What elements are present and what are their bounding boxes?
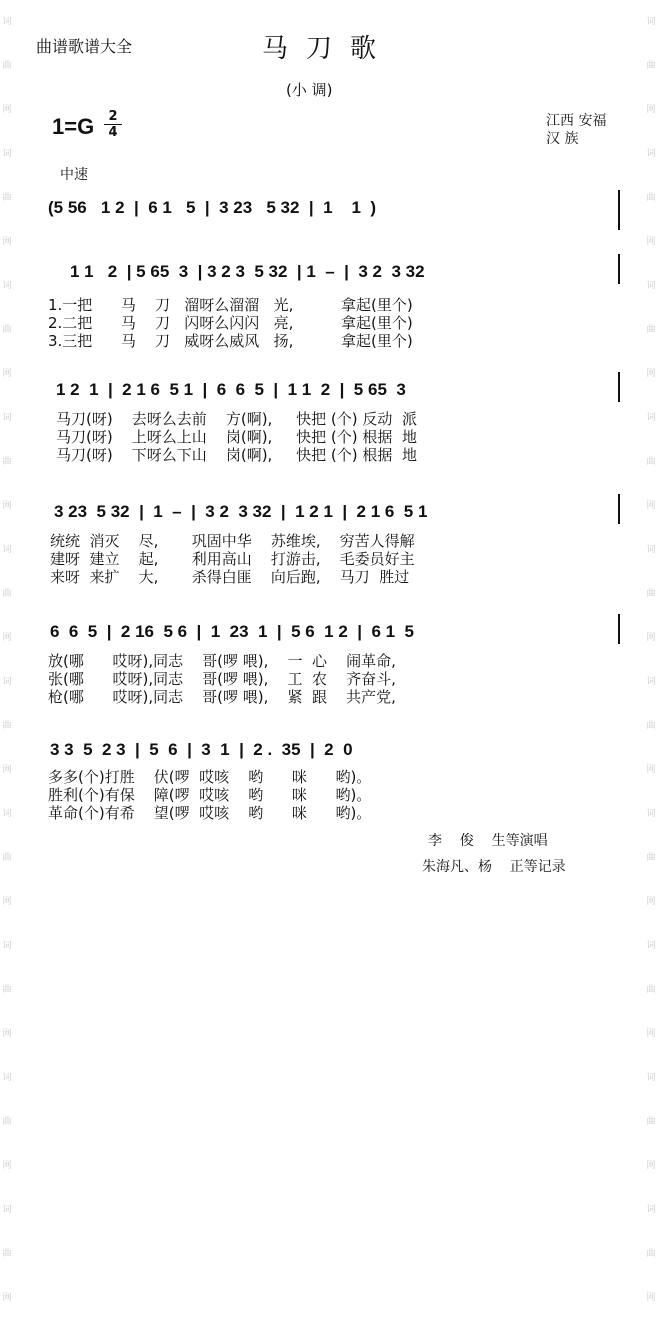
system-2-lyric-2: 马刀(呀) 上呀么上山 岗(啊), 快把 (个) 根据 地: [56, 428, 417, 446]
origin-region: 江西 安福: [546, 113, 607, 129]
system-4-lyric-2: 张(哪 哎呀),同志 哥(啰 喂), 工 农 齐奋斗,: [48, 670, 396, 688]
site-label: 曲谱歌谱大全: [36, 37, 133, 56]
system-4-lyric-1: 放(哪 哎呀),同志 哥(啰 喂), 一 心 闹革命,: [48, 652, 396, 670]
origin: [546, 112, 606, 148]
intro-notes: (5 56 1 2 | 6 1 5 | 3 23 5 32 | 1 1 ): [48, 198, 377, 217]
system-5-lyric-3: 革命(个)有希 望(啰 哎咳 哟 咪 哟)。: [48, 804, 372, 822]
barline: [618, 254, 620, 284]
tempo-marking: 中速: [60, 167, 88, 183]
system-1-lyric-3: 3.三把 马 刀 威呀么威风 扬, 拿起(里个): [48, 332, 413, 350]
system-2-lyric-3: 马刀(呀) 下呀么下山 岗(啊), 快把 (个) 根据 地: [56, 446, 417, 464]
time-signature: [104, 110, 122, 139]
system-2-lyric-1: 马刀(呀) 去呀么去前 方(啊), 快把 (个) 反动 派: [56, 410, 417, 428]
time-sig-bottom: 4: [108, 125, 118, 140]
system-4-notes: 6 6 5 | 2 16 5 6 | 1 23 1 | 5 6 1 2 | 6 1 5: [50, 622, 414, 641]
song-subtitle: (小 调): [286, 81, 333, 99]
recorders-credit: 朱海凡、杨 正等记录: [422, 859, 566, 875]
system-3-notes: 3 23 5 32 | 1 – | 3 2 3 32 | 1 2 1 | 2 1 6 5 1: [54, 502, 428, 521]
barline: [618, 494, 620, 524]
singers-credit: 李 俊 生等演唱: [428, 833, 548, 849]
system-5-notes: 3 3 5 2 3 | 5 6 | 3 1 | 2 . 35 | 2 0: [50, 740, 353, 759]
watermark-right: 词曲网词曲网词曲网词曲网词曲网词曲网词曲网词曲网词曲网词曲网: [646, 17, 656, 1303]
system-1-lyric-2: 2.二把 马 刀 闪呀么闪闪 亮, 拿起(里个): [48, 314, 413, 332]
system-5-lyric-2: 胜利(个)有保 障(啰 哎咳 哟 咪 哟)。: [48, 786, 372, 804]
system-1-notes: 1 1 2 | 5 65 3 | 3 2 3 5 32 | 1 – | 3 2 3 32: [70, 262, 425, 281]
key-signature: 1=G: [52, 114, 95, 139]
barline: [618, 190, 620, 230]
origin-ethnicity: 汉 族: [546, 131, 579, 147]
system-4-lyric-3: 枪(哪 哎呀),同志 哥(啰 喂), 紧 跟 共产党,: [48, 688, 396, 706]
system-3-lyric-1: 统统 消灭 尽, 巩固中华 苏维埃, 穷苦人得解: [50, 532, 415, 550]
system-3-lyric-2: 建呀 建立 起, 利用高山 打游击, 毛委员好主: [50, 550, 415, 568]
barline: [618, 614, 620, 644]
barline: [618, 372, 620, 402]
system-2-notes: 1 2 1 | 2 1 6 5 1 | 6 6 5 | 1 1 2 | 5 65 3: [56, 380, 406, 399]
watermark-left: 词曲网词曲网词曲网词曲网词曲网词曲网词曲网词曲网词曲网词曲网: [2, 17, 12, 1303]
system-3-lyric-3: 来呀 来扩 大, 杀得白匪 向后跑, 马刀 胜过: [50, 568, 410, 586]
system-1-lyric-1: 1.一把 马 刀 溜呀么溜溜 光, 拿起(里个): [48, 296, 413, 314]
system-5-lyric-1: 多多(个)打胜 伏(啰 哎咳 哟 咪 哟)。: [48, 768, 372, 786]
time-sig-top: 2: [108, 109, 118, 124]
song-title: 马刀歌: [262, 34, 395, 64]
